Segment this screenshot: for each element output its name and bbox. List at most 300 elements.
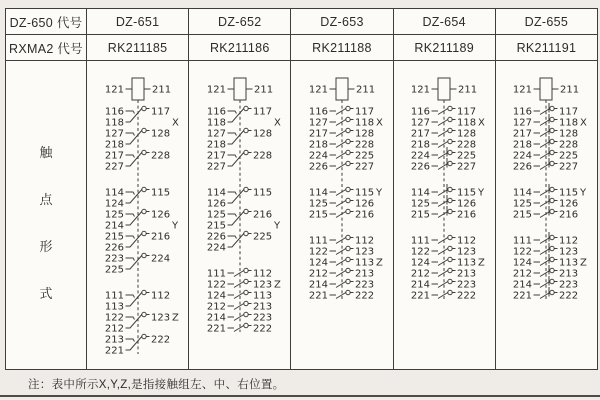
contact-arm <box>438 201 448 207</box>
terminal-number: 216 <box>252 209 272 221</box>
coil-right-terminal-number: 211 <box>560 84 580 96</box>
terminal-number: 117 <box>559 106 579 118</box>
terminal-number: 113 <box>252 290 272 302</box>
contact-diagram-cell-dz651 <box>86 61 188 369</box>
terminal-number: 226 <box>513 161 533 173</box>
contact-arm <box>438 293 448 299</box>
terminal-number: 115 <box>559 187 579 199</box>
contact-diagram-cell-dz654 <box>393 61 495 369</box>
terminal-number: 122 <box>411 246 431 258</box>
terminal-number: 227 <box>457 161 477 173</box>
terminal-number: 225 <box>252 231 272 243</box>
contact-terminal-circle <box>448 268 452 272</box>
terminal-number: 225 <box>354 150 375 162</box>
terminal-number: 221 <box>411 290 431 302</box>
terminal-number: 228 <box>354 139 375 151</box>
contact-arm <box>540 282 550 288</box>
contact-terminal-circle <box>346 290 350 294</box>
contact-arm <box>336 260 346 266</box>
contact-arm <box>336 282 346 288</box>
contact-terminal-circle <box>244 268 248 272</box>
contact-diagram-cell-dz652 <box>188 61 290 369</box>
terminal-number: 111 <box>513 235 533 247</box>
contact-terminal-circle <box>448 161 452 165</box>
terminal-number: 123 <box>150 312 170 324</box>
contact-arm <box>438 164 448 170</box>
contact-arm <box>234 304 244 310</box>
contact-arm <box>234 315 244 321</box>
terminal-number: 222 <box>150 334 170 346</box>
terminal-number: 128 <box>150 128 170 140</box>
contact-terminal-circle <box>346 268 350 272</box>
contact-terminal-circle <box>244 106 248 110</box>
terminal-number: 216 <box>354 209 375 221</box>
contact-terminal-circle <box>244 301 248 305</box>
contact-arm <box>438 212 448 218</box>
terminal-number: 228 <box>150 150 170 162</box>
contact-terminal-circle <box>448 279 452 283</box>
terminal-number: 111 <box>206 268 226 280</box>
terminal-number: 128 <box>559 128 579 140</box>
contact-terminal-circle <box>550 246 554 250</box>
contact-arm <box>234 282 244 288</box>
terminal-number: 225 <box>104 264 124 276</box>
contact-arm <box>540 201 550 207</box>
terminal-number: 126 <box>457 198 477 210</box>
terminal-number: 214 <box>513 279 533 291</box>
header-cell-model-dz652: DZ-652 <box>188 9 290 34</box>
terminal-number: 111 <box>308 235 328 247</box>
contact-arm <box>438 260 448 266</box>
terminal-number: 223 <box>354 279 375 291</box>
terminal-number: 217 <box>513 128 533 140</box>
contact-terminal-circle <box>141 290 145 294</box>
contact-terminal-circle <box>346 106 350 110</box>
contact-diagram-dz655 <box>496 61 596 369</box>
terminal-number: 223 <box>559 279 579 291</box>
code-header-row <box>6 35 597 61</box>
terminal-number: 226 <box>206 231 226 243</box>
terminal-number: 212 <box>513 268 533 280</box>
terminal-number: 213 <box>559 268 579 280</box>
contact-arm <box>336 293 346 299</box>
contact-arm <box>234 326 244 332</box>
contact-arm <box>438 142 448 148</box>
contact-terminal-circle <box>141 334 145 338</box>
contact-terminal-circle <box>550 187 554 191</box>
contact-terminal-circle <box>141 312 145 316</box>
header-cell-code-rk211185: RK211185 <box>86 35 188 60</box>
terminal-number: 218 <box>206 139 226 151</box>
contact-arm <box>540 249 550 255</box>
terminal-number: 226 <box>308 161 328 173</box>
terminal-number: 117 <box>457 106 477 118</box>
contact-terminal-circle <box>141 187 145 191</box>
terminal-number: 218 <box>411 139 431 151</box>
contact-diagram-cell-dz655 <box>495 61 597 369</box>
contact-terminal-circle <box>550 139 554 143</box>
terminal-number: 227 <box>104 161 124 173</box>
contact-fixed-lead <box>227 133 236 136</box>
terminal-number: 127 <box>411 117 431 129</box>
terminal-number: 112 <box>559 235 579 247</box>
contact-group-label: X <box>171 117 179 129</box>
contact-terminal-circle <box>141 150 145 154</box>
terminal-number: 118 <box>559 117 579 129</box>
coil-left-terminal-number: 121 <box>104 84 124 96</box>
terminal-number: 118 <box>206 117 226 129</box>
terminal-number: 212 <box>411 268 431 280</box>
terminal-number: 122 <box>104 312 124 324</box>
terminal-number: 217 <box>308 128 328 140</box>
contact-terminal-circle <box>141 231 145 235</box>
terminal-number: 114 <box>104 187 124 199</box>
terminal-number: 128 <box>354 128 375 140</box>
contact-terminal-circle <box>550 150 554 154</box>
contact-fixed-lead <box>125 214 134 217</box>
header-cell-code-rk211188: RK211188 <box>290 35 392 60</box>
terminal-number: 124 <box>104 198 124 210</box>
header-cell-model-dz654: DZ-654 <box>393 9 495 34</box>
contact-arm <box>336 153 346 159</box>
contact-arm <box>540 212 550 218</box>
contact-arm <box>336 201 346 207</box>
contact-fixed-lead <box>125 192 134 195</box>
contact-group-label: Z <box>478 257 486 269</box>
coil-right-terminal-number: 211 <box>151 84 171 96</box>
contact-terminal-circle <box>550 198 554 202</box>
contact-terminal-circle <box>244 209 248 213</box>
contact-group-label: Z <box>273 279 281 291</box>
terminal-number: 222 <box>354 290 375 302</box>
contact-arm <box>438 120 448 126</box>
terminal-number: 223 <box>457 279 477 291</box>
side-label-char-2: 点 <box>39 192 53 207</box>
contact-arm <box>336 190 346 196</box>
terminal-number: 123 <box>457 246 477 258</box>
terminal-number: 112 <box>354 235 375 247</box>
coil-symbol <box>234 78 246 100</box>
header-cell-model-dz655: DZ-655 <box>495 9 597 34</box>
contact-group-label: X <box>478 117 486 129</box>
contact-terminal-circle <box>346 139 350 143</box>
contact-terminal-circle <box>346 198 350 202</box>
contact-terminal-circle <box>550 290 554 294</box>
terminal-number: 212 <box>206 301 226 313</box>
header-cell-code-rk211191: RK211191 <box>495 35 597 60</box>
terminal-number: 125 <box>513 198 533 210</box>
terminal-number: 124 <box>308 257 328 269</box>
contact-terminal-circle <box>346 187 350 191</box>
coil-left-terminal-number: 121 <box>206 84 226 96</box>
contact-terminal-circle <box>550 106 554 110</box>
terminal-number: 226 <box>411 161 431 173</box>
terminal-number: 115 <box>354 187 375 199</box>
contact-arm <box>438 131 448 137</box>
footnote: 注：表中所示X,Y,Z,是指接触组左、中、右位置。 <box>28 379 285 391</box>
terminal-number: 117 <box>354 106 375 118</box>
contact-terminal-circle <box>550 268 554 272</box>
contact-terminal-circle <box>448 106 452 110</box>
contact-terminal-circle <box>550 161 554 165</box>
contact-terminal-circle <box>346 279 350 283</box>
terminal-number: 124 <box>513 257 533 269</box>
contact-arm <box>336 164 346 170</box>
contact-arm <box>540 120 550 126</box>
terminal-number: 213 <box>457 268 477 280</box>
contact-arm <box>336 120 346 126</box>
contact-arm <box>336 131 346 137</box>
header-cell-model-dz653: DZ-653 <box>290 9 392 34</box>
terminal-number: 113 <box>354 257 375 269</box>
coil-symbol <box>336 78 348 100</box>
terminal-number: 112 <box>457 235 477 247</box>
contact-diagram-dz654 <box>394 61 494 369</box>
contact-forms-row <box>6 61 597 369</box>
contact-fixed-lead <box>125 258 134 261</box>
terminal-number: 215 <box>411 209 431 221</box>
terminal-number: 111 <box>104 290 124 302</box>
contact-terminal-circle <box>346 246 350 250</box>
terminal-number: 114 <box>308 187 328 199</box>
contact-group-label: Y <box>478 187 485 199</box>
terminal-number: 114 <box>411 187 431 199</box>
contact-arm <box>438 238 448 244</box>
contact-terminal-circle <box>550 117 554 121</box>
header-cell-rxma2-label: RXMA2 代号 <box>9 41 83 56</box>
terminal-number: 115 <box>457 187 477 199</box>
coil-symbol <box>438 78 450 100</box>
terminal-number: 127 <box>308 117 328 129</box>
contact-terminal-circle <box>448 128 452 132</box>
contact-diagram-cell-dz653 <box>290 61 392 369</box>
terminal-number: 118 <box>354 117 375 129</box>
terminal-number: 117 <box>150 106 170 118</box>
terminal-number: 117 <box>252 106 272 118</box>
contact-terminal-circle <box>346 235 350 239</box>
relay-contact-table <box>5 8 598 370</box>
terminal-number: 216 <box>150 231 170 243</box>
contact-fixed-lead <box>125 133 134 136</box>
contact-arm <box>234 293 244 299</box>
contact-arm <box>540 131 550 137</box>
contact-fixed-lead <box>227 192 236 195</box>
contact-terminal-circle <box>448 209 452 213</box>
terminal-number: 113 <box>104 301 124 313</box>
contact-terminal-circle <box>346 257 350 261</box>
terminal-number: 118 <box>104 117 124 129</box>
contact-group-label: X <box>580 117 588 129</box>
contact-arm <box>336 142 346 148</box>
terminal-number: 112 <box>150 290 170 302</box>
side-label-char-3: 形 <box>39 239 53 254</box>
coil-left-terminal-number: 121 <box>513 84 533 96</box>
contact-terminal-circle <box>448 257 452 261</box>
contact-terminal-circle <box>448 246 452 250</box>
terminal-number: 116 <box>411 106 431 118</box>
terminal-number: 222 <box>559 290 579 302</box>
side-label-char-1: 触 <box>39 145 53 160</box>
header-cell-code-rk211189: RK211189 <box>393 35 495 60</box>
contact-arm <box>540 153 550 159</box>
contact-terminal-circle <box>244 290 248 294</box>
terminal-number: 122 <box>513 246 533 258</box>
terminal-number: 212 <box>104 323 124 335</box>
contact-fixed-lead <box>125 295 134 298</box>
terminal-number: 122 <box>206 279 226 291</box>
coil-symbol <box>132 78 144 100</box>
contact-terminal-circle <box>244 279 248 283</box>
contact-terminal-circle <box>141 128 145 132</box>
contact-group-label: Y <box>171 220 178 232</box>
contact-arm <box>540 109 550 115</box>
contact-arm <box>336 109 346 115</box>
terminal-number: 214 <box>104 220 124 232</box>
contact-diagram-dz651 <box>88 61 188 369</box>
contact-terminal-circle <box>346 161 350 165</box>
terminal-number: 116 <box>308 106 328 118</box>
contact-arm <box>336 249 346 255</box>
contact-terminal-circle <box>244 231 248 235</box>
contact-arm <box>438 190 448 196</box>
terminal-number: 215 <box>308 209 328 221</box>
terminal-number: 111 <box>411 235 431 247</box>
terminal-number: 125 <box>206 209 226 221</box>
contact-group-label: Z <box>580 257 588 269</box>
terminal-number: 224 <box>308 150 328 162</box>
contact-group-label: X <box>273 117 281 129</box>
terminal-number: 125 <box>104 209 124 221</box>
terminal-number: 116 <box>513 106 533 118</box>
terminal-number: 228 <box>252 150 272 162</box>
terminal-number: 214 <box>308 279 328 291</box>
terminal-number: 221 <box>513 290 533 302</box>
contact-terminal-circle <box>141 209 145 213</box>
contact-terminal-circle <box>448 198 452 202</box>
contact-fixed-lead <box>125 111 134 114</box>
terminal-number: 116 <box>206 106 226 118</box>
contact-terminal-circle <box>346 117 350 121</box>
terminal-number: 113 <box>457 257 477 269</box>
contact-group-label: Y <box>273 220 280 232</box>
coil-right-terminal-number: 211 <box>253 84 273 96</box>
header-cell-code-rk211186: RK211186 <box>188 35 290 60</box>
terminal-number: 225 <box>559 150 579 162</box>
coil-left-terminal-number: 121 <box>308 84 328 96</box>
terminal-number: 114 <box>513 187 533 199</box>
terminal-number: 128 <box>457 128 477 140</box>
model-header-row <box>6 9 597 35</box>
contact-arm <box>438 153 448 159</box>
contact-terminal-circle <box>141 106 145 110</box>
contact-terminal-circle <box>448 187 452 191</box>
contact-fixed-lead <box>125 339 134 342</box>
terminal-number: 127 <box>206 128 226 140</box>
contact-terminal-circle <box>550 209 554 213</box>
terminal-number: 123 <box>252 279 272 291</box>
terminal-number: 213 <box>354 268 375 280</box>
terminal-number: 227 <box>559 161 579 173</box>
terminal-number: 125 <box>411 198 431 210</box>
contact-arm <box>540 142 550 148</box>
terminal-number: 218 <box>104 139 124 151</box>
contact-terminal-circle <box>244 128 248 132</box>
terminal-number: 118 <box>457 117 477 129</box>
terminal-number: 221 <box>104 345 124 357</box>
contact-arm <box>540 190 550 196</box>
contact-fixed-lead <box>227 214 236 217</box>
terminal-number: 214 <box>411 279 431 291</box>
contact-terminal-circle <box>141 253 145 257</box>
contact-fixed-lead <box>227 111 236 114</box>
terminal-number: 224 <box>150 253 170 265</box>
contact-arm <box>540 271 550 277</box>
contact-terminal-circle <box>550 128 554 132</box>
contact-fixed-lead <box>125 155 134 158</box>
terminal-number: 214 <box>206 312 226 324</box>
terminal-number: 218 <box>513 139 533 151</box>
contact-terminal-circle <box>448 139 452 143</box>
terminal-number: 217 <box>104 150 124 162</box>
contact-terminal-circle <box>346 209 350 213</box>
contact-arm <box>336 238 346 244</box>
coil-right-terminal-number: 211 <box>355 84 376 96</box>
terminal-number: 123 <box>559 246 579 258</box>
contact-fixed-lead <box>125 236 134 239</box>
terminal-number: 124 <box>411 257 431 269</box>
terminal-number: 224 <box>411 150 431 162</box>
contact-arm <box>438 282 448 288</box>
contact-arm <box>540 164 550 170</box>
terminal-number: 215 <box>104 231 124 243</box>
terminal-number: 222 <box>457 290 477 302</box>
contact-group-label: Z <box>171 312 179 324</box>
terminal-number: 126 <box>150 209 170 221</box>
contact-fixed-lead <box>227 155 236 158</box>
terminal-number: 126 <box>559 198 579 210</box>
contact-terminal-circle <box>346 128 350 132</box>
terminal-number: 227 <box>354 161 375 173</box>
terminal-number: 115 <box>252 187 272 199</box>
contact-terminal-circle <box>448 290 452 294</box>
contact-terminal-circle <box>244 187 248 191</box>
contact-terminal-circle <box>550 235 554 239</box>
side-label-contact-form <box>6 61 86 369</box>
terminal-number: 215 <box>206 220 226 232</box>
coil-right-terminal-number: 211 <box>458 84 478 96</box>
contact-arm <box>336 212 346 218</box>
side-label-char-4: 式 <box>39 286 53 301</box>
contact-terminal-circle <box>550 279 554 283</box>
terminal-number: 216 <box>559 209 579 221</box>
header-cell-dz650-label: DZ-650 代号 <box>9 15 83 30</box>
contact-arm <box>336 271 346 277</box>
terminal-number: 115 <box>150 187 170 199</box>
contact-arm <box>438 271 448 277</box>
contact-group-label: Z <box>375 257 383 269</box>
terminal-number: 113 <box>559 257 579 269</box>
contact-terminal-circle <box>448 235 452 239</box>
contact-arm <box>234 271 244 277</box>
terminal-number: 223 <box>104 253 124 265</box>
terminal-number: 128 <box>252 128 272 140</box>
coil-left-terminal-number: 121 <box>411 84 431 96</box>
terminal-number: 224 <box>206 242 226 254</box>
terminal-number: 217 <box>206 150 226 162</box>
terminal-number: 126 <box>206 198 226 210</box>
terminal-number: 216 <box>457 209 477 221</box>
bottom-rule <box>0 395 600 397</box>
